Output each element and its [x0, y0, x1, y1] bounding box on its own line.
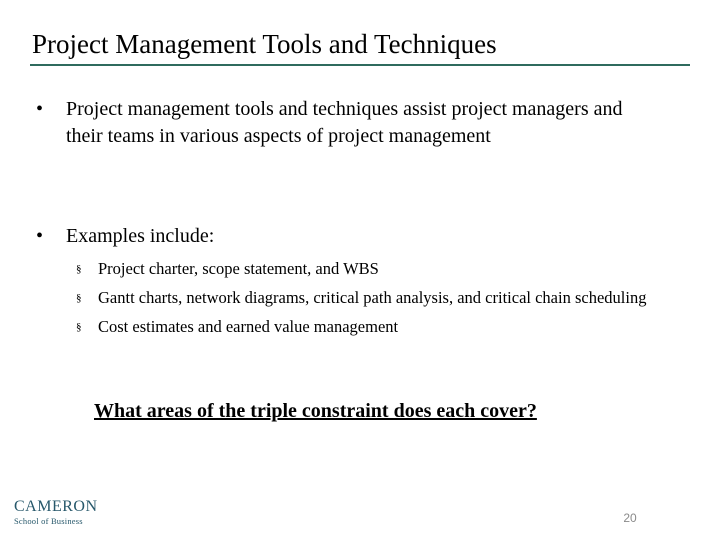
sub-bullet-text: Project charter, scope statement, and WBS	[98, 259, 379, 278]
sub-bullet-item	[76, 258, 686, 280]
sub-bullet-marker: §	[76, 263, 82, 275]
sub-bullet-text: Gantt charts, network diagrams, critical path analysis, and critical chain scheduling	[98, 288, 647, 307]
discussion-question: What areas of the triple constraint does each cover?	[94, 400, 537, 422]
bullet-text: Examples include:	[66, 225, 215, 247]
bullet-marker: •	[36, 225, 44, 247]
title-underline-rule	[30, 64, 690, 66]
slide-title: Project Management Tools and Techniques	[32, 29, 497, 59]
bullet-item	[36, 223, 646, 250]
bullet-item	[36, 96, 646, 150]
cameron-school-logo	[14, 499, 104, 529]
sub-bullet-marker: §	[76, 292, 82, 304]
bullet-marker: •	[36, 98, 44, 120]
bullet-text: Project management tools and techniques assist project managers and their teams in various aspects of project management	[66, 98, 623, 147]
sub-bullet-item	[76, 316, 686, 338]
sub-bullet-list	[76, 258, 686, 345]
logo-subtitle: School of Business	[14, 516, 83, 526]
sub-bullet-text: Cost estimates and earned value management	[98, 317, 399, 336]
logo-wordmark: CAMERON	[14, 498, 98, 515]
page-number: 20	[623, 511, 637, 525]
sub-bullet-marker: §	[76, 321, 82, 333]
sub-bullet-item	[76, 287, 686, 309]
